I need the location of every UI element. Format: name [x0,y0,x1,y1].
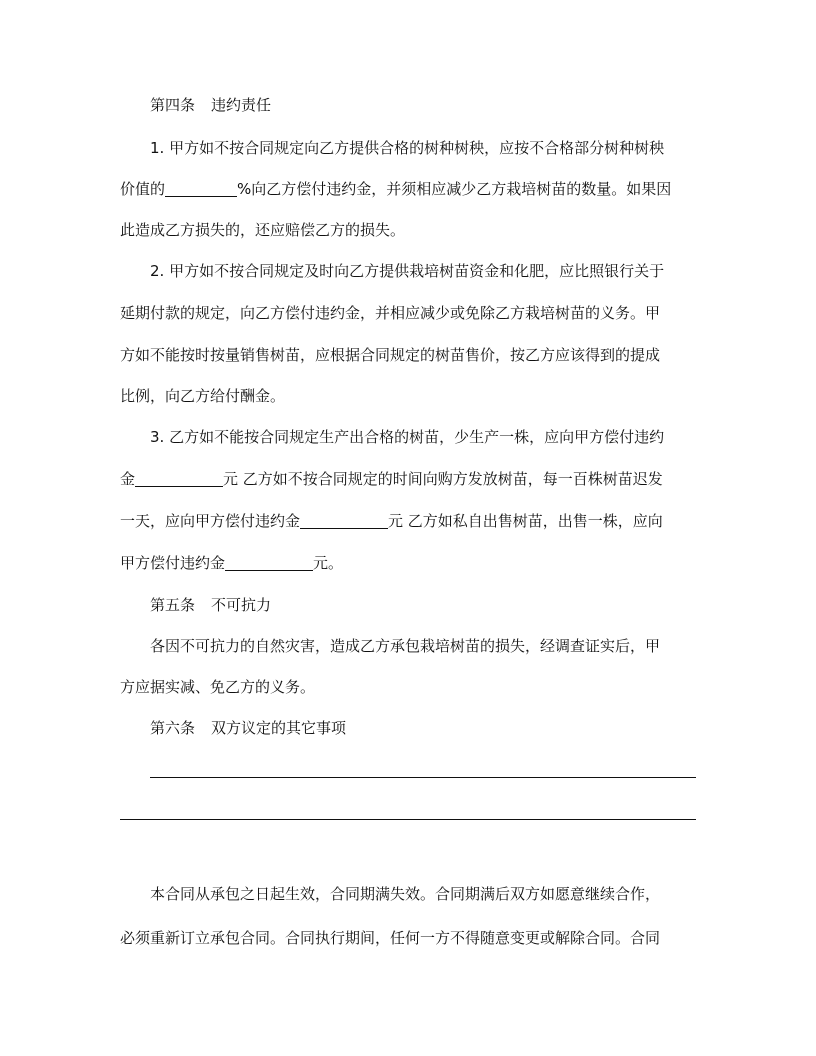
paragraph-line: 此造成乙方损失的，还应赔偿乙方的损失。 [120,221,406,239]
paragraph-line: 3. 乙方如不能按合同规定生产出合格的树苗，少生产一株，应向甲方偿付违约 [150,428,665,446]
text-span: 元。 [313,554,344,572]
text-span: 价值的 [120,180,166,198]
fill-in-blank[interactable] [300,511,388,529]
article-6-heading [0,715,816,741]
paragraph-line [0,508,816,534]
article-title: 违约责任 [211,96,272,114]
paragraph-line [0,176,816,202]
article-number: 第五条 [150,596,196,614]
text-span: 元 乙方如私自出售树苗，出售一株，应向 [388,512,663,530]
paragraph-line: 必须重新订立承包合同。合同执行期间，任何一方不得随意变更或解除合同。合同 [120,929,661,947]
article-title: 不可抗力 [211,596,272,614]
text-span: 金 [120,470,136,488]
paragraph-line: 方如不能按时按量销售树苗，应根据合同规定的树苗售价，按乙方应该得到的提成 [120,346,661,364]
text-span: 元 乙方如不按合同规定的时间向购方发放树苗，每一百株树苗迟发 [223,470,663,488]
paragraph-line [0,466,816,492]
paragraph-line: 1. 甲方如不按合同规定向乙方提供合格的树种树秧，应按不合格部分树种树秧 [150,139,665,157]
paragraph-line: 比例，向乙方给付酬金。 [120,387,286,405]
text-span: 甲方偿付违约金 [120,554,226,572]
paragraph-line: 延期付款的规定，向乙方偿付违约金，并相应减少或免除乙方栽培树苗的义务。甲 [120,304,661,322]
paragraph-line [0,550,816,576]
fill-in-blank[interactable] [165,179,237,197]
fill-in-blank[interactable] [135,469,223,487]
fill-in-line[interactable] [120,819,696,820]
article-title: 双方议定的其它事项 [211,719,347,737]
text-span: 一天，应向甲方偿付违约金 [120,512,301,530]
fill-in-line[interactable] [150,777,696,778]
paragraph-line: 本合同从承包之日起生效，合同期满失效。合同期满后双方如愿意继续合作， [150,885,661,903]
fill-in-blank[interactable] [225,553,313,571]
paragraph-line: 2. 甲方如不按合同规定及时向乙方提供栽培树苗资金和化肥，应比照银行关于 [150,262,665,280]
paragraph-line: 各因不可抗力的自然灾害，造成乙方承包栽培树苗的损失，经调查证实后，甲 [150,637,661,655]
article-number: 第六条 [150,719,196,737]
article-4-heading [0,92,816,118]
article-number: 第四条 [150,96,196,114]
paragraph-line: 方应据实减、免乙方的义务。 [120,678,316,696]
text-span: %向乙方偿付违约金，并须相应减少乙方栽培树苗的数量。如果因 [237,180,672,198]
article-5-heading [0,592,816,618]
